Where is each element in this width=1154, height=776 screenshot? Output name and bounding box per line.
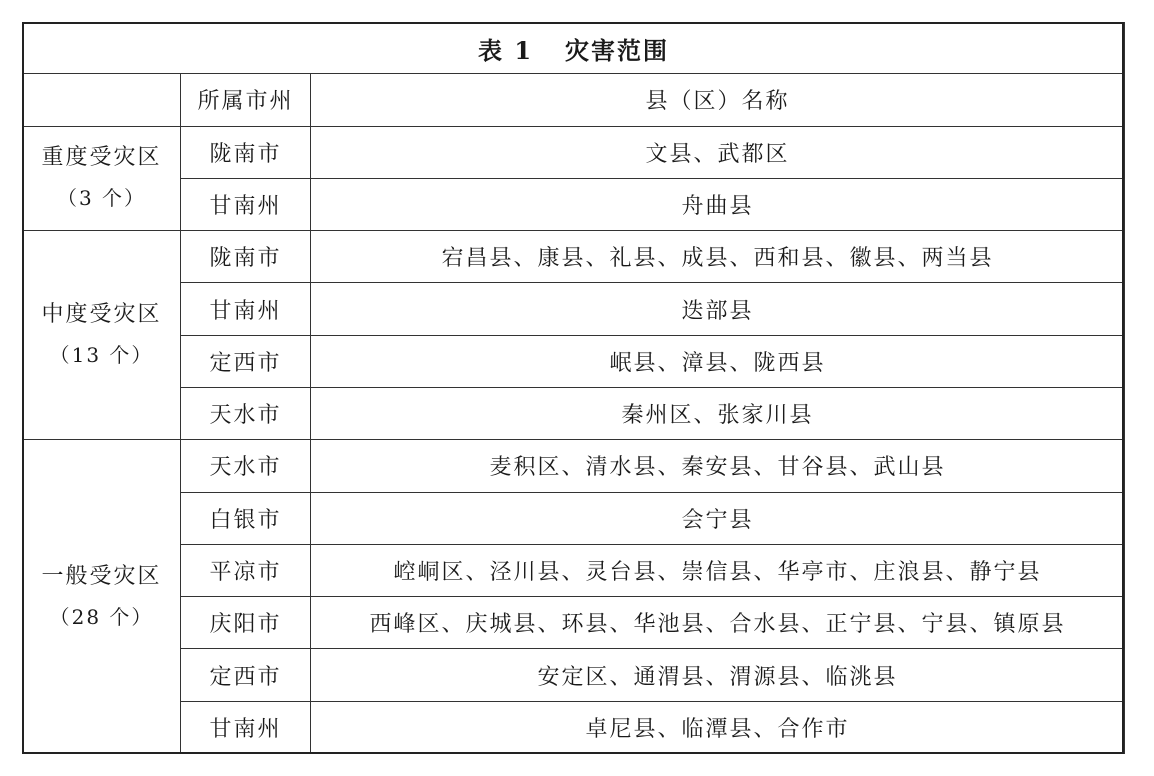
- counties-cell: 西峰区、庆城县、环县、华池县、合水县、正宁县、宁县、镇原县: [311, 597, 1125, 649]
- counties-cell: 卓尼县、临潭县、合作市: [311, 701, 1125, 753]
- city-cell: 庆阳市: [181, 597, 311, 649]
- city-cell: 陇南市: [181, 126, 311, 178]
- counties-cell: 安定区、通渭县、渭源县、临洮县: [311, 649, 1125, 701]
- counties-cell: 迭部县: [311, 283, 1125, 335]
- city-cell: 天水市: [181, 387, 311, 439]
- city-cell: 定西市: [181, 335, 311, 387]
- city-cell: 陇南市: [181, 231, 311, 283]
- header-counties: 县（区）名称: [311, 74, 1125, 126]
- counties-cell: 麦积区、清水县、秦安县、甘谷县、武山县: [311, 440, 1125, 492]
- table-outer-border: [22, 22, 1124, 754]
- counties-cell: 宕昌县、康县、礼县、成县、西和县、徽县、两当县: [311, 231, 1125, 283]
- table-caption-number: 表 1: [477, 35, 534, 65]
- city-cell: 甘南州: [181, 178, 311, 230]
- zone-name: 重度受灾区: [41, 145, 162, 171]
- city-cell: 定西市: [181, 649, 311, 701]
- counties-cell: 岷县、漳县、陇西县: [311, 335, 1125, 387]
- header-city: 所属市州: [181, 74, 311, 126]
- counties-cell: 舟曲县: [311, 178, 1125, 230]
- city-cell: 平凉市: [181, 544, 311, 596]
- city-cell: 甘南州: [181, 701, 311, 753]
- table-caption-title: 灾害范围: [565, 35, 670, 65]
- zone-count: （3 个）: [56, 186, 147, 211]
- counties-cell: 崆峒区、泾川县、灵台县、崇信县、华亭市、庄浪县、静宁县: [311, 544, 1125, 596]
- counties-cell: 文县、武都区: [311, 126, 1125, 178]
- counties-cell: 会宁县: [311, 492, 1125, 544]
- zone-name: 一般受灾区: [41, 563, 162, 589]
- counties-cell: 秦州区、张家川县: [311, 387, 1125, 439]
- city-cell: 甘南州: [181, 283, 311, 335]
- city-cell: 白银市: [181, 492, 311, 544]
- city-cell: 天水市: [181, 440, 311, 492]
- zone-count: （13 个）: [49, 343, 154, 368]
- zone-name: 中度受灾区: [41, 302, 162, 328]
- zone-count: （28 个）: [49, 604, 154, 629]
